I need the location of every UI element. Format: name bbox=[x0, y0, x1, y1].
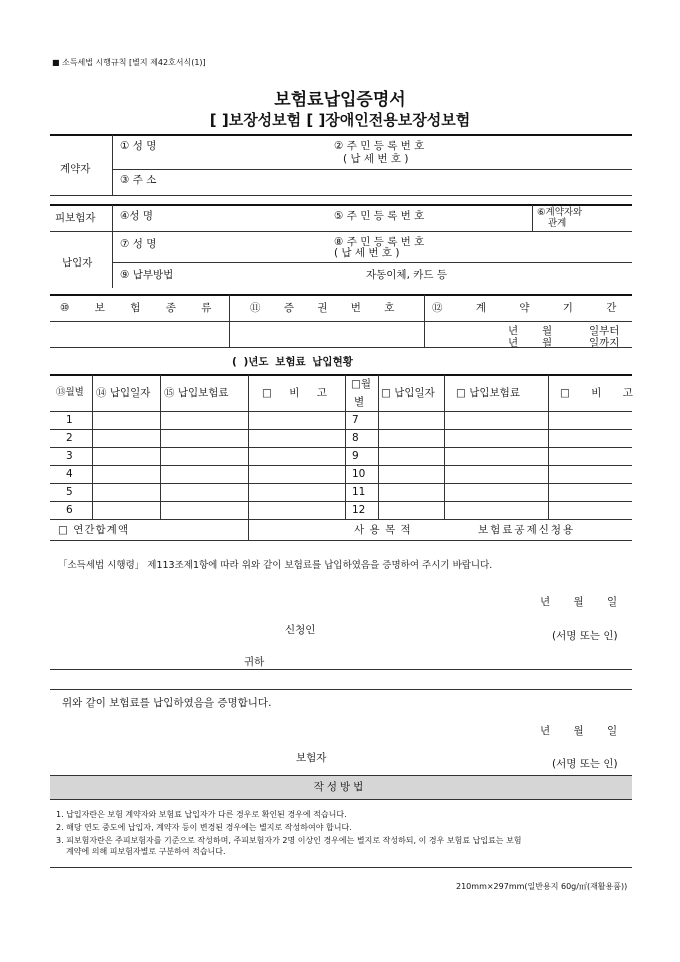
instruction-item: 2. 해당 연도 중도에 납입자, 계약자 등이 변경된 경우에는 별지로 작성하여야 합니다. bbox=[56, 823, 352, 832]
divider bbox=[248, 375, 249, 540]
divider bbox=[50, 231, 632, 232]
divider bbox=[50, 465, 632, 466]
divider bbox=[112, 232, 113, 288]
form-reference: ■ 소득세법 시행규칙 [별지 제42호서식(1)] bbox=[52, 58, 206, 67]
col-month2-header-2: 별 bbox=[354, 396, 365, 408]
divider bbox=[50, 519, 632, 520]
table-row: 6 bbox=[66, 504, 73, 516]
payer-name-label: ⑦ 성 명 bbox=[120, 238, 157, 250]
divider bbox=[50, 447, 632, 448]
divider bbox=[112, 205, 113, 231]
table-row: 9 bbox=[352, 450, 359, 462]
applicant-signature: (서명 또는 인) bbox=[552, 630, 618, 642]
instruction-item: 3. 피보험자란은 주피보험자를 기준으로 작성하며, 주피보험자가 2명 이상인 경우에는 별지로 작성하되, 이 경우 보험료 납입료는 보험 bbox=[56, 836, 522, 845]
divider bbox=[50, 799, 632, 800]
page-subtitle: [ ]보장성보험 [ ]장애인전용보장성보험 bbox=[209, 111, 471, 129]
contractor-name-label: ① 성 명 bbox=[120, 140, 157, 152]
policy-period-label: ⑫ 계 약 기 간 bbox=[432, 302, 617, 314]
divider bbox=[50, 411, 632, 412]
payer-rrn-label: ⑧ 주 민 등 록 번 호 bbox=[334, 236, 425, 248]
divider bbox=[112, 262, 632, 263]
payer-method-value: 자동이체, 카드 등 bbox=[366, 269, 448, 281]
divider bbox=[424, 295, 425, 347]
contractor-rrn-label: ② 주 민 등 록 번 호 bbox=[334, 140, 425, 152]
divider bbox=[50, 294, 632, 296]
insured-relation-label-2: 관계 bbox=[548, 218, 567, 229]
instructions-title: 작성방법 bbox=[313, 781, 367, 793]
col-note-header: □ 비 고 bbox=[262, 387, 327, 399]
divider bbox=[548, 375, 549, 519]
divider bbox=[50, 501, 632, 502]
divider bbox=[50, 540, 632, 541]
period-month-1: 월 bbox=[542, 325, 553, 337]
instruction-item: 1. 납입자란은 보험 계약자와 보험료 납입자가 다른 경우로 확인된 경우에 적습니다. bbox=[56, 810, 347, 819]
divider bbox=[50, 429, 632, 430]
table-row: 1 bbox=[66, 414, 73, 426]
period-to: 일까지 bbox=[589, 337, 620, 349]
divider bbox=[444, 375, 445, 519]
issuer-signature: (서명 또는 인) bbox=[552, 758, 618, 770]
divider bbox=[50, 483, 632, 484]
table-row: 11 bbox=[352, 486, 366, 498]
table-row: 4 bbox=[66, 468, 73, 480]
col-amount-header: ⑮ 납입보험료 bbox=[164, 387, 229, 399]
divider bbox=[532, 205, 533, 231]
divider bbox=[50, 195, 632, 196]
payer-taxno-label: ( 납 세 번 호 ) bbox=[334, 247, 400, 259]
annual-total-label: □ 연간합계액 bbox=[58, 524, 129, 536]
divider bbox=[378, 375, 379, 519]
insured-section-label: 피보험자 bbox=[55, 212, 96, 224]
insured-rrn-label: ⑤ 주 민 등 록 번 호 bbox=[334, 210, 425, 222]
table-row: 2 bbox=[66, 432, 73, 444]
divider bbox=[345, 375, 346, 519]
col-amount2-header: □ 납입보험료 bbox=[456, 387, 520, 399]
table-row: 10 bbox=[352, 468, 366, 480]
contractor-taxno-label: ( 납 세 번 호 ) bbox=[343, 153, 409, 165]
instruction-item: 계약에 의해 피보험자별로 구분하여 적습니다. bbox=[66, 847, 226, 856]
divider bbox=[160, 375, 161, 519]
table-row: 5 bbox=[66, 486, 73, 498]
col-month-header: ⑬월별 bbox=[56, 387, 84, 398]
period-month-2: 월 bbox=[542, 337, 553, 349]
contractor-section-label: 계약자 bbox=[60, 163, 91, 175]
divider bbox=[50, 134, 632, 136]
purpose-label: 사 용 목 적 bbox=[354, 524, 412, 536]
divider bbox=[229, 295, 230, 347]
divider bbox=[50, 669, 632, 670]
col-note2-header: □ 비 고 bbox=[560, 387, 633, 399]
table-row: 8 bbox=[352, 432, 359, 444]
paper-spec: 210mm×297mm(일반용지 60g/㎡(재활용품)) bbox=[456, 882, 628, 891]
table-row: 3 bbox=[66, 450, 73, 462]
divider bbox=[50, 775, 632, 776]
divider bbox=[112, 169, 632, 170]
certify-date: 년 월 일 bbox=[540, 725, 618, 737]
divider bbox=[92, 375, 93, 519]
table-row: 7 bbox=[352, 414, 359, 426]
policy-kind-label: ⑩ 보 험 종 류 bbox=[60, 302, 212, 314]
page-title: 보험료납입증명서 bbox=[274, 90, 406, 110]
period-from: 일부터 bbox=[589, 325, 620, 337]
divider bbox=[50, 347, 632, 348]
period-year-2: 년 bbox=[508, 337, 519, 349]
divider bbox=[50, 374, 632, 376]
divider bbox=[50, 689, 632, 690]
certify-text: 위와 같이 보험료를 납입하였음을 증명합니다. bbox=[62, 697, 272, 709]
payer-method-label: ⑨ 납부방법 bbox=[120, 269, 174, 281]
col-date-header: ⑭ 납입일자 bbox=[96, 387, 151, 399]
issuer-label: 보험자 bbox=[296, 752, 327, 764]
contractor-address-label: ③ 주 소 bbox=[120, 174, 157, 186]
policy-number-label: ⑪ 증 권 번 호 bbox=[250, 302, 395, 314]
payer-section-label: 납입자 bbox=[62, 257, 93, 269]
divider bbox=[50, 867, 632, 868]
status-title: ( )년도 보험료 납입현황 bbox=[232, 356, 353, 368]
col-date2-header: □ 납입일자 bbox=[381, 387, 435, 399]
divider bbox=[112, 135, 113, 195]
table-row: 12 bbox=[352, 504, 366, 516]
period-year-1: 년 bbox=[508, 325, 519, 337]
col-month2-header: □월 bbox=[351, 378, 372, 390]
divider bbox=[50, 321, 632, 322]
insured-name-label: ④성 명 bbox=[120, 210, 154, 222]
recipient-suffix: 귀하 bbox=[244, 656, 265, 668]
applicant-label: 신청인 bbox=[285, 624, 316, 636]
insured-relation-label: ⑥계약자와 bbox=[537, 207, 583, 218]
request-date: 년 월 일 bbox=[540, 596, 618, 608]
purpose-value: 보험료공제신청용 bbox=[478, 524, 576, 536]
divider bbox=[50, 204, 632, 206]
request-text: 「소득세법 시행령」 제113조제1항에 따라 위와 같이 보험료를 납입하였음을 증명하여 주시기 바랍니다. bbox=[58, 560, 493, 571]
